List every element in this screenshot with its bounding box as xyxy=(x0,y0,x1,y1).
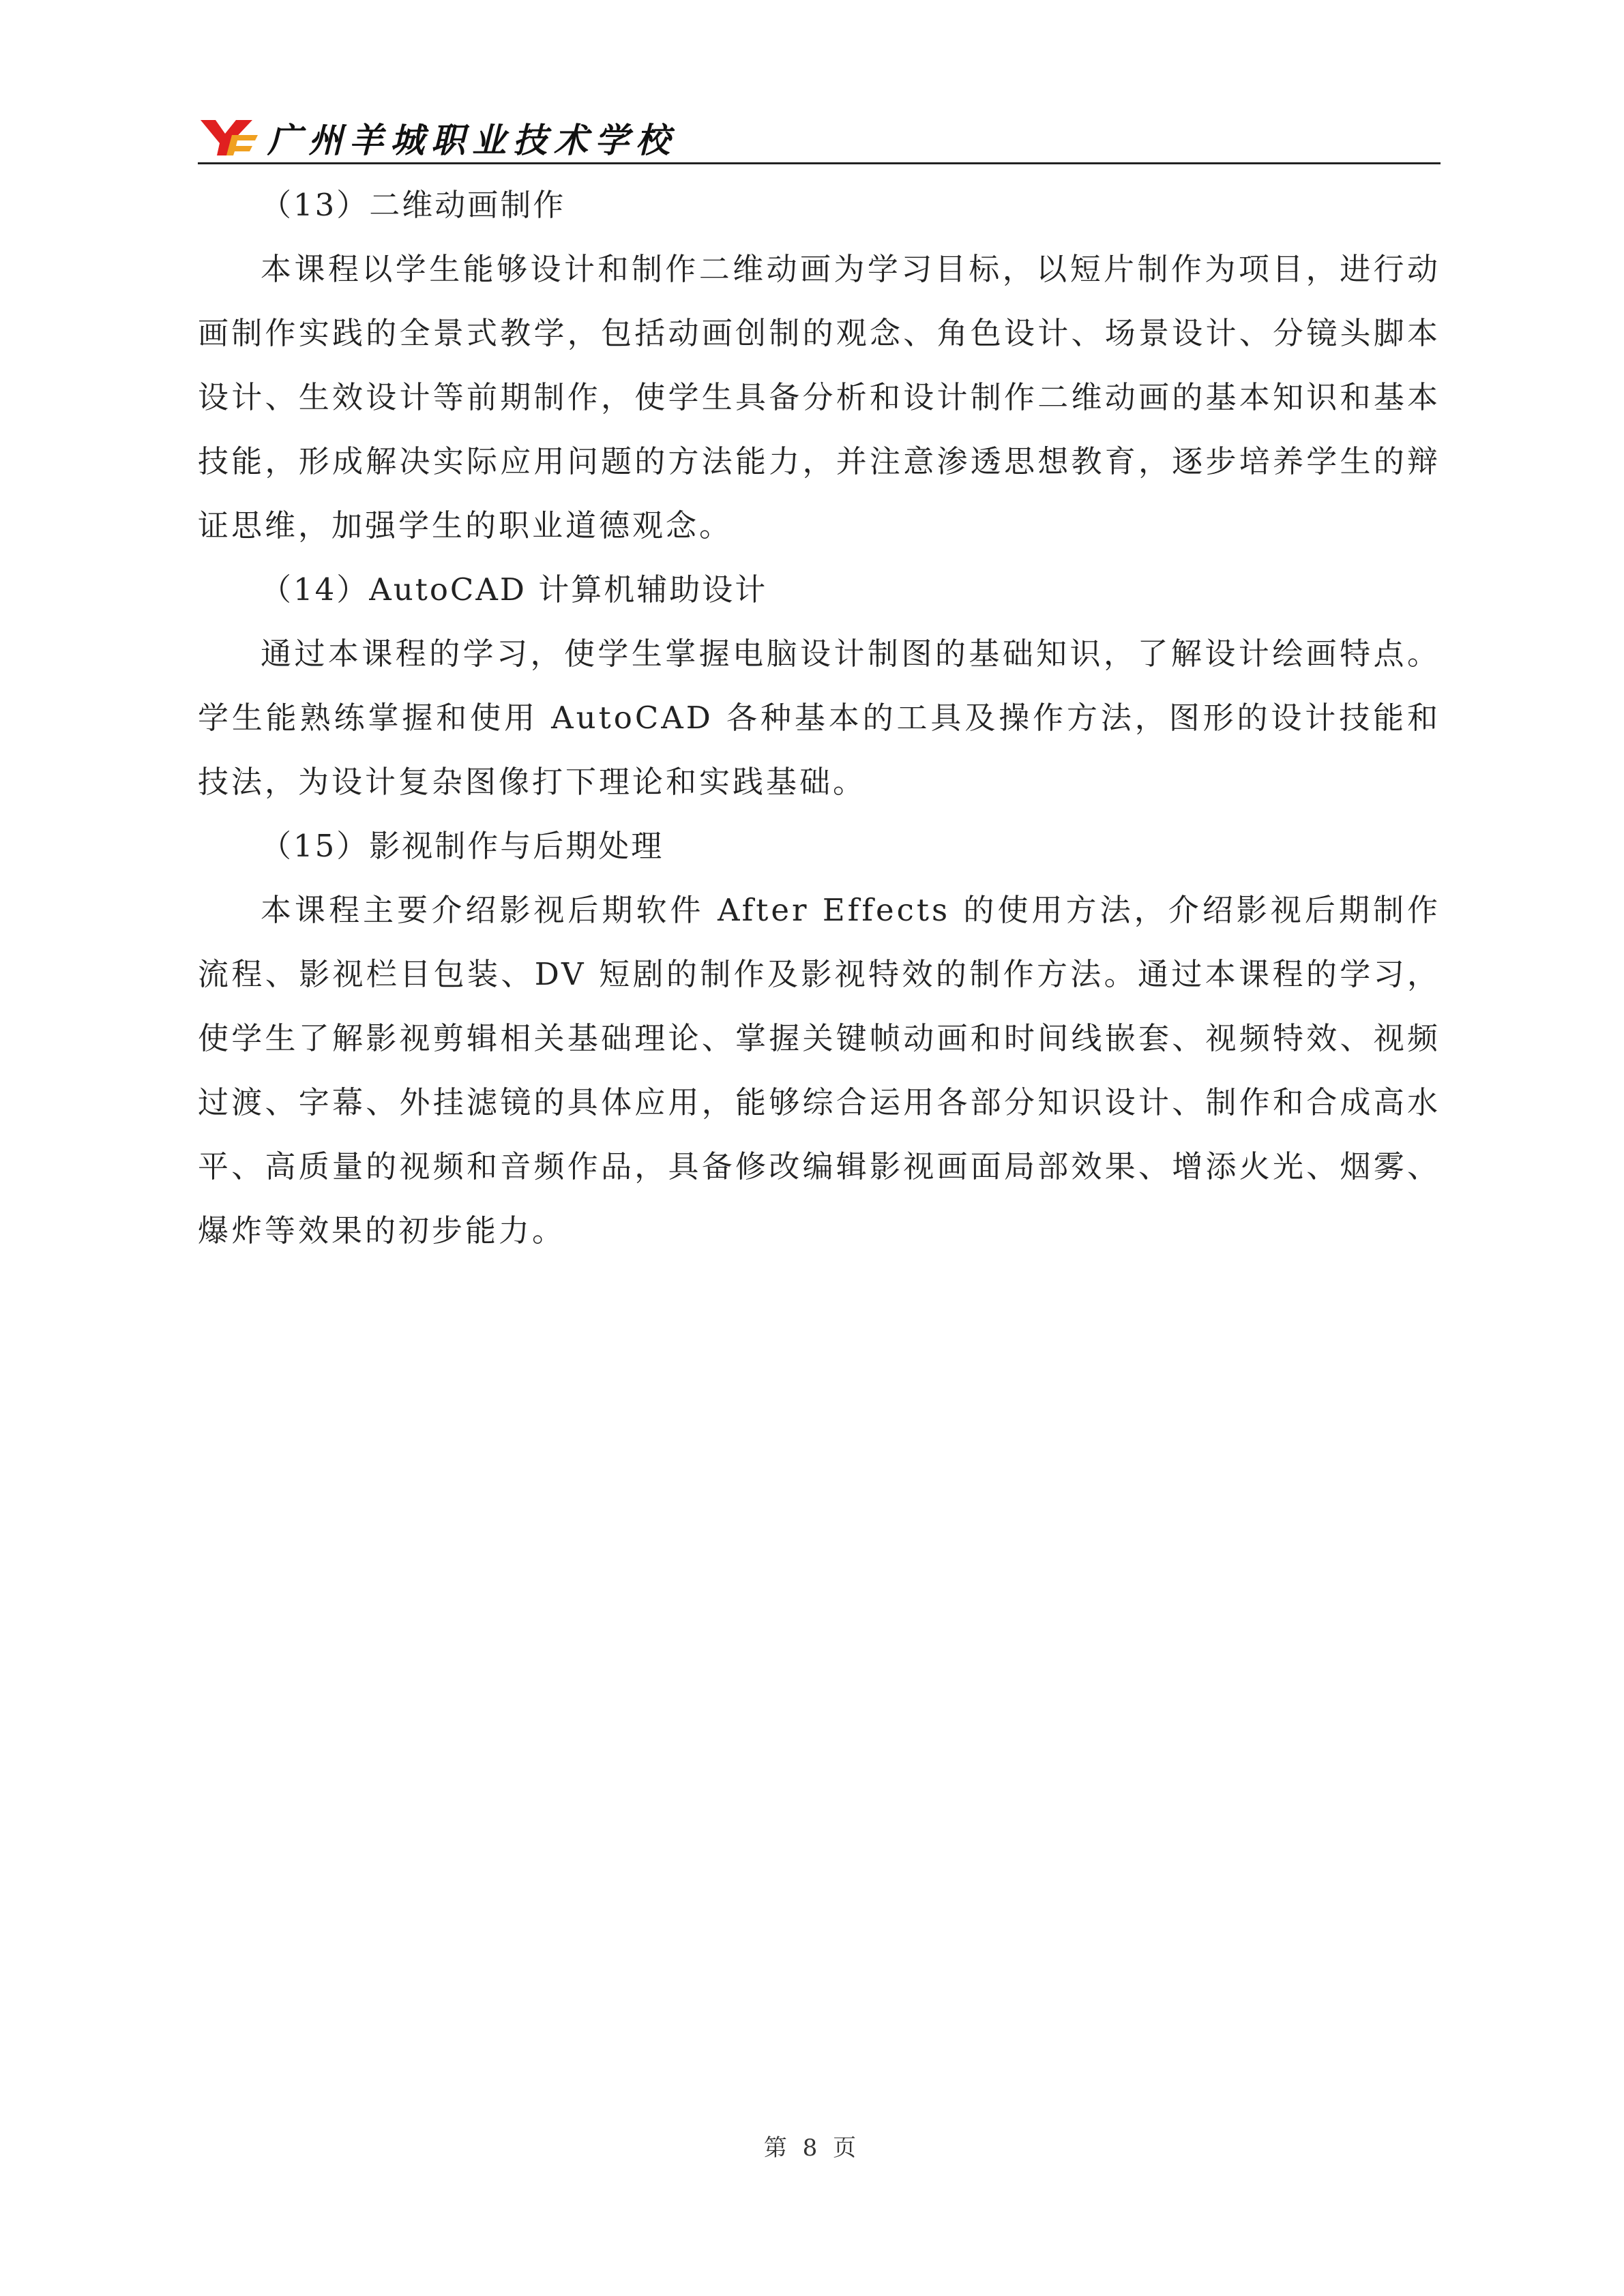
school-logo-icon xyxy=(198,116,259,157)
section-paragraph-14: 通过本课程的学习，使学生掌握电脑设计制图的基础知识，了解设计绘画特点。学生能熟练掌握和使用 AutoCAD 各种基本的工具及操作方法，图形的设计技能和技法，为设计复杂图像打下理论和实践基础。 xyxy=(198,636,1441,800)
page-number: 第 8 页 xyxy=(763,2134,861,2162)
section-heading-13: （13）二维动画制作 xyxy=(261,187,566,223)
document-body xyxy=(198,173,1441,1263)
school-name: 广州羊城职业技术学校 xyxy=(267,120,677,160)
section-paragraph-13: 本课程以学生能够设计和制作二维动画为学习目标，以短片制作为项目，进行动画制作实践的全景式教学，包括动画创制的观念、角色设计、场景设计、分镜头脚本设计、生效设计等前期制作，使学生具备分析和设计制作二维动画的基本知识和基本技能，形成解决实际应用问题的方法能力，并注意渗透思想教育，逐步培养学生的辩证思维，加强学生的职业道德观念。 xyxy=(198,251,1441,543)
section-paragraph-15: 本课程主要介绍影视后期软件 After Effects 的使用方法，介绍影视后期制作流程、影视栏目包装、DV 短剧的制作及影视特效的制作方法。通过本课程的学习，使学生了解影视剪辑相关基础理论、掌握关键帧动画和时间线嵌套、视频特效、视频过渡、字幕、外挂滤镜的具体应用，能够综合运用各部分知识设计、制作和合成高水平、高质量的视频和音频作品，具备修改编辑影视画面局部效果、增添火光、烟雾、爆炸等效果的初步能力。 xyxy=(198,892,1441,1249)
section-heading-14: （14）AutoCAD 计算机辅助设计 xyxy=(261,571,768,608)
section-heading-15: （15）影视制作与后期处理 xyxy=(261,828,664,864)
page-header xyxy=(198,109,1441,164)
